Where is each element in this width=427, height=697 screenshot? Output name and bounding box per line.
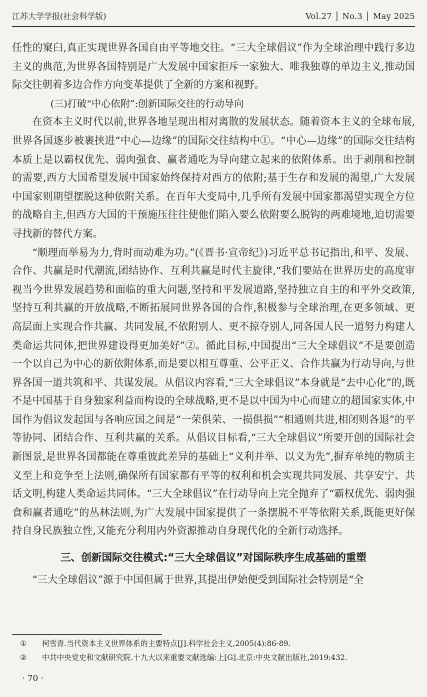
paragraph: 在资本主义时代以前,世界各地呈现出相对离散的发展状态。随着资本主义的全球布展,世界各国逐步被裹挟进“中心—边缘”的国际交往结构中①。“中心—边缘”的国际交往结构本质上是以霸权优先、弱肉强食、赢者通吃为导向建立起来的依附体系。出于剥削和控制的需要,西方大国希望发展中国家始终保持对西方的依附;基于生存和发展的渴望,广大发展中国家则期望摆脱这种依附关系。在百年大变局中,几乎所有发展中国家都渴望实现全方位的战略自主,但西方大国的干预施压往往使他们陷入要么依附要么脱钩的两难境地,迫切需要寻找新的替代方案。 xyxy=(12,117,415,240)
section-heading: 三、创新国际交往模式:“三大全球倡议”对国际秩序生成基础的重塑 xyxy=(60,552,367,565)
running-header xyxy=(12,6,415,27)
paragraph: “三大全球倡议”源于中国但属于世界,其提出伊始便受到国际社会特别是“全 xyxy=(32,574,364,586)
paragraph-continued: 任性的窠臼,真正实现世界各国自由平等地交往。“三大全球倡议”作为全球治理中践行多边主义的典范,为世界各国特别是广大发展中国家拒斥一家独大、唯我独尊的单边主义,推动国际交往朝着多边合作方向变革提供了全新的方案和视野。 xyxy=(12,43,415,92)
footnote-mark: ① xyxy=(20,639,27,648)
footnote-divider xyxy=(12,634,162,635)
footnote-text: 柯雪青.当代资本主义世界体系的主要特点[J].科学社会主义,2005(4):86-89. xyxy=(42,639,291,648)
subsection-heading: (三)打破“中心依附”:创新国际交往的行动导向 xyxy=(50,98,244,110)
footnote-mark: ② xyxy=(20,653,27,662)
footnote-text: 中共中央党史和文献研究院.十九大以来重要文献选编:上[G].北京:中央文献出版社,2019:432. xyxy=(42,653,348,662)
paragraph: “顺理而举易为力,背时而动难为功。”(《晋书·宣帝纪》)习近平总书记指出,和平、发展、合作、共赢是时代潮流,团结协作、互利共赢是时代主旋律,“我们要站在世界历史的高度审视当今世界发展趋势和面临的重大问题,坚持和平发展道路,坚持独立自主的和平外交政策,坚持互利共赢的开放战略,不断拓展同世界各国的合作,积极参与全球治理,在更多领域、更高层面上实现合作共赢、共同发展,不依附别人、更不掠夺别人,同各国人民一道努力构建人类命运共同体,把世界建设得更加美好”②。循此目标,中国提出“三大全球倡议”不是要创造一个以自己为中心的新依附体系,而是要以相互尊重、公平正义、合作共赢为行动导向,与世界各国一道共筑和平、共谋发展。从倡议内容看,“三大全球倡议”本身就是“去中心化”的,既不是中国基于自身独家利益而构设的全球战略,更不是以中国为中心而建立的超国家实体,中国作为倡议发起国与各响应国之间是“一荣俱荣、一损俱损”“相通则共进,相闭则各退”的平等协同、团结合作、互利共赢的关系。从倡议目标看,“三大全球倡议”所要开创的国际社会新图景,是世界各国都能在尊重彼此差异的基础上“义利并举、以义为先”,摒弃单纯的物质主义至上和竞争至上法则,确保所有国家都有平等的权利和机会实现共同发展、共享安宁、共话文明,构建人类命运共同体。“三大全球倡议”在行动导向上完全抛弃了“霸权优先、弱肉强食和赢者通吃”的丛林法则,为广大发展中国家提供了一条摆脱不平等依附关系,既能更好保持自身民族独立性,又能充分利用内外资源推动自身现代化的全新行动选择。 xyxy=(12,247,415,538)
issue-info: Vol.27 │ No.3 │ May 2025 xyxy=(305,11,415,21)
page-number: · 70 · xyxy=(22,674,44,684)
article-body xyxy=(12,40,415,590)
footnotes xyxy=(12,634,415,665)
footnote xyxy=(12,651,415,665)
journal-name: 江苏大学学报(社会科学版) xyxy=(12,11,107,21)
footnote xyxy=(12,637,415,651)
